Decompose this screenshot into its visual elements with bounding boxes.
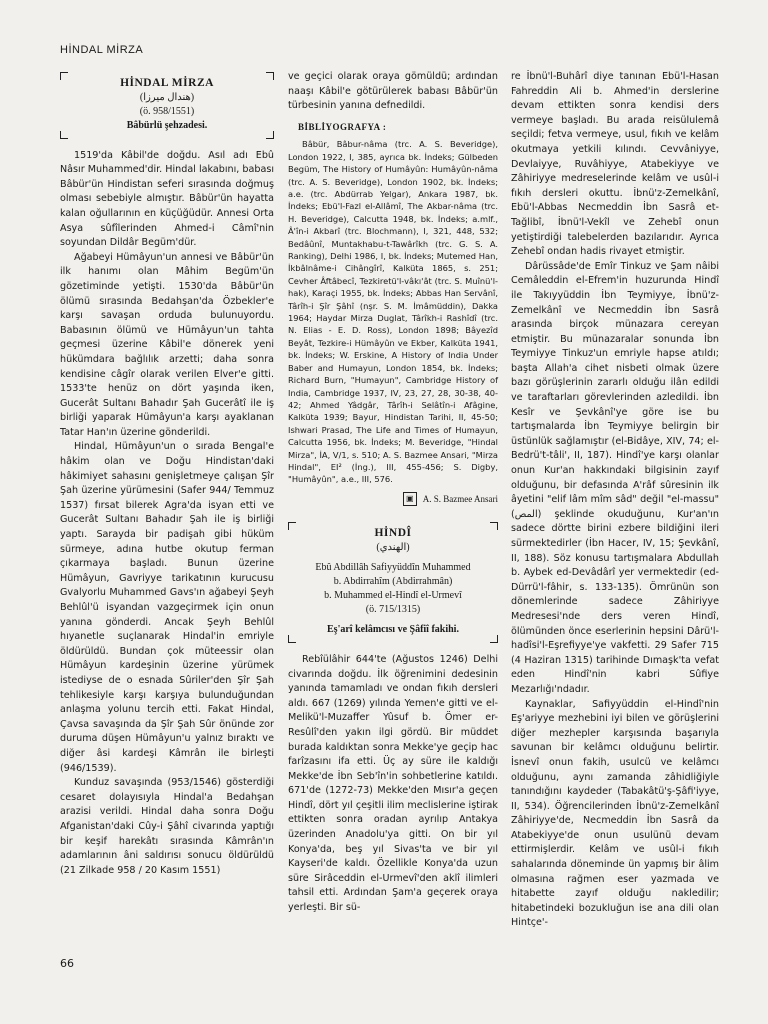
paragraph: Hindal, Hümâyun'un o sırada Bengal'e hâkim olan ve Doğu Hindistan'daki hâkimiyet sahasını genişletmeye çalışan Şîr Şah üzerine yürümesini (Safer 944/ Temmuz 1537) fırsat bilerek Agra'da isyan etti ve Gucerât Sultanı Bahadır Şah ile iş birliği yaptı. Sarayda bir padişah gibi hüküm sürmeye, adına hutbe okutup ferman çıkarmaya başladı. Bunun üzerine Hümâyun, Gavriyye tarikatının kurucusu Gvalyorlu Muhammed Gavs'ın ağabeyi Şeyh Behlûl'ü isyandan vazgeçirmek için onun yanına gönderdi. Ancak Şeyh Behlûl hıyanetle suçlanarak Hindal'in emriyle öldürüldü. Bundan çok müteessir olan Hümâyun kardeşinin üzerine yürümek istediyse de o esnada Sûriler'den Şîr Şah tehlikesiyle karşı karşıya bulunduğundan anlaşma yolunu tercih etti. Fakat Hindal, Çavsa savaşında da Şîr Şah Sûr önünde zor duruma düşen Hümâyun'u yalnız bıraktı ve diğer âsi kardeşi Kâmrân ile birleşti (946/1539). — [60, 441, 274, 774]
page-number: 66 — [60, 957, 74, 970]
running-header: HİNDAL MİRZA — [60, 44, 144, 56]
entry-heading-hindi — [288, 520, 498, 645]
entry-dates: (ö. 958/1551) — [139, 105, 195, 117]
column-1 — [60, 70, 274, 878]
paragraph: Kunduz savaşında (953/1546) gösterdiği cesaret dolayısıyla Hindal'a Bedahşan arazisi verildi. Hindal daha sonra Doğu Afganistan'daki Cûy-i Şâhî civarında yaptığı bir keşif harekâtı sırasında Kâmrân'ın adamlarının âni saldırısı sonucu öldürüldü (21 Zilkade 958 / 20 Kasım 1551) — [60, 777, 274, 876]
bibliography-heading: BİBLİYOGRAFYA : — [298, 121, 387, 132]
entry-heading-hindal — [60, 70, 274, 141]
entry-arabic-title: (هندال ميرزا) — [139, 91, 195, 103]
author-name: A. S. Bazmee Ansari — [422, 493, 498, 504]
entry-title: HİNDAL MİRZA — [120, 77, 214, 89]
entry-name-line: Ebû Abdillâh Safiyyüddîn Muhammed — [315, 561, 471, 573]
author-signature — [288, 492, 498, 507]
paragraph-continuation: re İbnü'l-Buhârî diye tanınan Ebü'l-Hasan Fahreddin Ali b. Ahmed'in derslerine devam ettikten sonra kendisi ders vermeye başladı. Bu arada reisülulemâ seçildi; fetva vermeye, usul, fıkıh ve kelâm okutmaya yetkili kılındı. Cevvâniyye, Devlaiyye, Ruvâhiyye, Atabekiyye ve Zâhiriyye medreselerinde kelâm ve usûl-i fıkıh dersleri okuttu. İbnü'z-Zemelkânî, Ebü'l-Abbas Necmeddin İbn Sasrâ et-Tağlibî, İbnü'l-Vekîl ve Zehebî onun yetiştirdiği talebelerden bazılarıdır. Ayrıca Zehebî ondan hadis rivayet etmiştir. — [511, 71, 719, 258]
entry-name-line: b. Muhammed el-Hindî el-Urmevî — [324, 589, 462, 601]
entry-name-line: b. Abdirrahîm (Abdirrahmân) — [333, 575, 453, 587]
bibliography-text: Bâbür, Bâbur-nâma (trc. A. S. Beveridge), London 1922, I, 385, ayrıca bk. İndeks; Gülbeden Begüm, The History of Humâyûn: Humâyûn-nâma (trc. A. S. Beveridge), London 1902, bk. İndeks; a.e. (trc. Abdürrab Yelgar), Ankara 1987, bk. İndeks; Ebü'l-Fazl el-Allâmî, The Akbar-nâma (trc. H. Beveridge), Calcutta 1948, bk. İndeks; a.mlf., Â'în-i Akbarî (trc. Blochmann), I, 321, 448, 532; Bedâûnî, Muntakhabu-t-Tawârîkh (trc. G. S. A. Ranking), Delhi 1986, I, bk. İndeks; Mutemed Han, İkbâlnâme-i Cihângîrî, Kalküta 1865, s. 251; Cevher Âftâbecî, Tezkiretü'l-vâkı'ât (trc. S. Muînü'l-hak), Karaçi 1955, bk. İndeks; Abbas Han Servânî, Târîh-i Şîr Şâhî (nşr. S. M. İmâmüddin), Dakka 1964; Haydar Mirza Duglat, Târîkh-i Rashîdî (trc. N. Elias - E. D. Ross), London 1898; Bâyezîd Beyât, Tezkire-i Hümâyûn ve Ekber, Kalküta 1941, bk. İndeks; W. Erskine, A History of India Under Baber and Humayun, London 1854, bk. İndeks; Richard Burn, "Humayun", Cambridge History of India, Cambridge 1937, IV, 23, 27, 28, 30-38, 40-42; Ahmed Yâdgâr, Târîh-i Selâtîn-i Afâgine, Kalküta 1939; Bayur, Hindistan Tarihi, II, 45-50; Ishwari Prasad, The Life and Times of Humayun, Calcutta 1956, bk. İndeks; M. Beveridge, "Hindal Mirza", İA, V/1, s. 510; A. S. Bazmee Ansari, "Mirza Hindal", EI² (İng.), III, 455-456; S. Digby, "Humâyûn", a.e., III, 576. — [288, 139, 498, 485]
entry-description: Bâbürlü şehzadesi. — [126, 119, 208, 131]
paragraph: Kaynaklar, Safiyyüddin el-Hindî'nin Eş'ariyye mezhebini iyi bilen ve görüşlerini diğer mezhepler karşısında başarıyla savunan bir kelâmcı olduğunu belirtir. İsnevî onun fakih, usulcü ve kelâmcı olduğunu, aynı zamanda zâhidliğiyle tanındığını kaydeder (Tabakâtü'ş-Şâfi'iyye, II, 534). Öğrencilerinden İbnü'z-Zemelkânî Zâhiriyye'de, Necmeddin İbn Sasrâ da Atabekiyye'de onun usulünü devam ettirmişlerdir. Kelâm ve usûl-i fıkıh sahalarında döneminde ün yapmış bir âlim olmasına rağmen eser yazmada ve hitabette zayıf olduğu nakledilir; hitabetindeki bozukluğun ise ana dili olan Hintçe'- — [511, 698, 719, 929]
entry-description: Eş'arî kelâmcısı ve Şâfiî fakihi. — [327, 623, 459, 635]
author-box-icon: ▣ — [403, 492, 417, 506]
column-3 — [511, 70, 719, 931]
paragraph: Ağabeyi Hümâyun'un annesi ve Bâbür'ün ilk hanımı olan Mâhim Begüm'ün gözetiminde yetişti. 1530'da Bâbür'ün ölümü sırasında Bedahşan'da Özbekler'e karşı savaşan orduda bulunuyordu. Babasının ölümü ve Hümâyun'un tahta geçmesi üzerine Kâbil'e dönerek yeni hükümdara bağlılık arzetti; daha sonra kendisine câgîr olarak verilen Elver'e gitti. 1533'te henüz on dört yaşında iken, Gucerât Sultanı Bahadır Şah Gucerâtî ile iş birliği yaparak Hümâyun'a karşı ayaklanan Tatar Han'ın üzerine gönderildi. — [60, 251, 274, 438]
paragraph: Rebîülâhir 644'te (Ağustos 1246) Delhi civarında doğdu. İlk öğrenimini dedesinin yanında tamamladı ve ondan fıkıh dersleri aldı. 667 (1269) yılında Yemen'e gitti ve el-Melikü'l-Muzaffer Yûsuf b. Ömer er-Resûlî'den yakın ilgi gördü. Bir müddet burada kaldıktan sonra Mekke'ye geçip hac farîzasını ifa etti. Üç ay süre ile kaldığı Mekke'de İbn Seb'în'in sohbetlerine katıldı. 671'de (1272-73) Mekke'den Mısır'a geçen Hindî, dört yıl çeşitli ilim meclislerine iştirak ettikten sonra oradan ayrılıp Antakya üzerinden Anadolu'ya gitti. On bir yıl Konya'da, beş yıl Sivas'ta ve bir yıl Kayseri'de kaldı. Özellikle Konya'da uzun süre Sirâceddin el-Urmevî'den aklî ilimleri tahsil etti. Ardından Şam'a geçerek oraya yerleşti. Bir sü- — [288, 653, 498, 914]
entry-arabic-title: (الهندي) — [376, 541, 410, 553]
column-2 — [288, 70, 498, 916]
paragraph: Dârüssâde'de Emîr Tinkuz ve Şam nâibi Cemâleddin el-Efrem'in huzurunda Hindî ile Takıyyüddin İbn Teymiyye, İbnü'z-Zemelkânî ve Necmeddin İbn Sasrâ arasında birçok münazara cereyan etmiştir. Bu münazaralar sonunda İbn Teymiyye Tinkuz'un emriyle hapse atıldı; başta Allah'a cihet nisbeti olmak üzere bazı görüşlerinin zararlı olduğu ilân edildi ve taraftarları görevlerinden azledildi. İbn Kesîr ve Şevkânî'ye göre ise bu tartışmalarda İbn Teymiyye belirgin bir üstünlük sağlamıştır (el-Bidâye, XIV, 74; el-Bedrü't-tâli', II, 187). Hindî'ye karşı olanlar onun Kur'an hakkındaki bilgisinin zayıf olduğunu, bir defasında A'râf sûresinin ilk âyetini "elif lâm mîm sâd" değil "el-massu" (المص) şeklinde okuduğunu, Kur'an'ın sadece dörtte birini ezbere bildiğini ileri sürmektedirler (İbn Hacer, IV, 15; Şevkânî, II, 188). Söz konusu tartışmalara Abdullah b. Aybek ed-Devâdârî yer vermektedir (ed-Dürrü'l-fâhir, s. 133-135). Ömrünün son dönemlerinde sadece Zâhiriyye Medresesi'nde ders veren Hindî, ölümünden önce eserlerinin hepsini Dârü'l-hadîsi'l-Eşrefiyye'ye vakfetti. 29 Safer 715 (4 Haziran 1315) tarihinde Dımaşk'ta vefat eden Hindî'nin kabri Sûfiye Mezarlığı'ndadır. — [511, 260, 719, 695]
entry-title: HİNDÎ — [374, 527, 412, 540]
paragraph-continuation: ve geçici olarak oraya gömüldü; ardından naaşı Kâbil'e götürülerek babası Bâbür'ün türbesinin yanına defnedildi. — [288, 71, 498, 112]
entry-dates: (ö. 715/1315) — [365, 603, 421, 615]
paragraph: 1519'da Kâbil'de doğdu. Asıl adı Ebû Nâsır Muhammed'dir. Hindal lakabını, babası Bâbür'ün Hindistan seferi sırasında doğmuş olması sebebiyle almıştır. Bâbür'ün hayatta kalan oğullarının en küçüğüdür. Annesi Orta Asya sûfîlerinden Ahmed-i Câmî'nin soyundan Dildâr Begüm'dür. — [60, 149, 274, 249]
